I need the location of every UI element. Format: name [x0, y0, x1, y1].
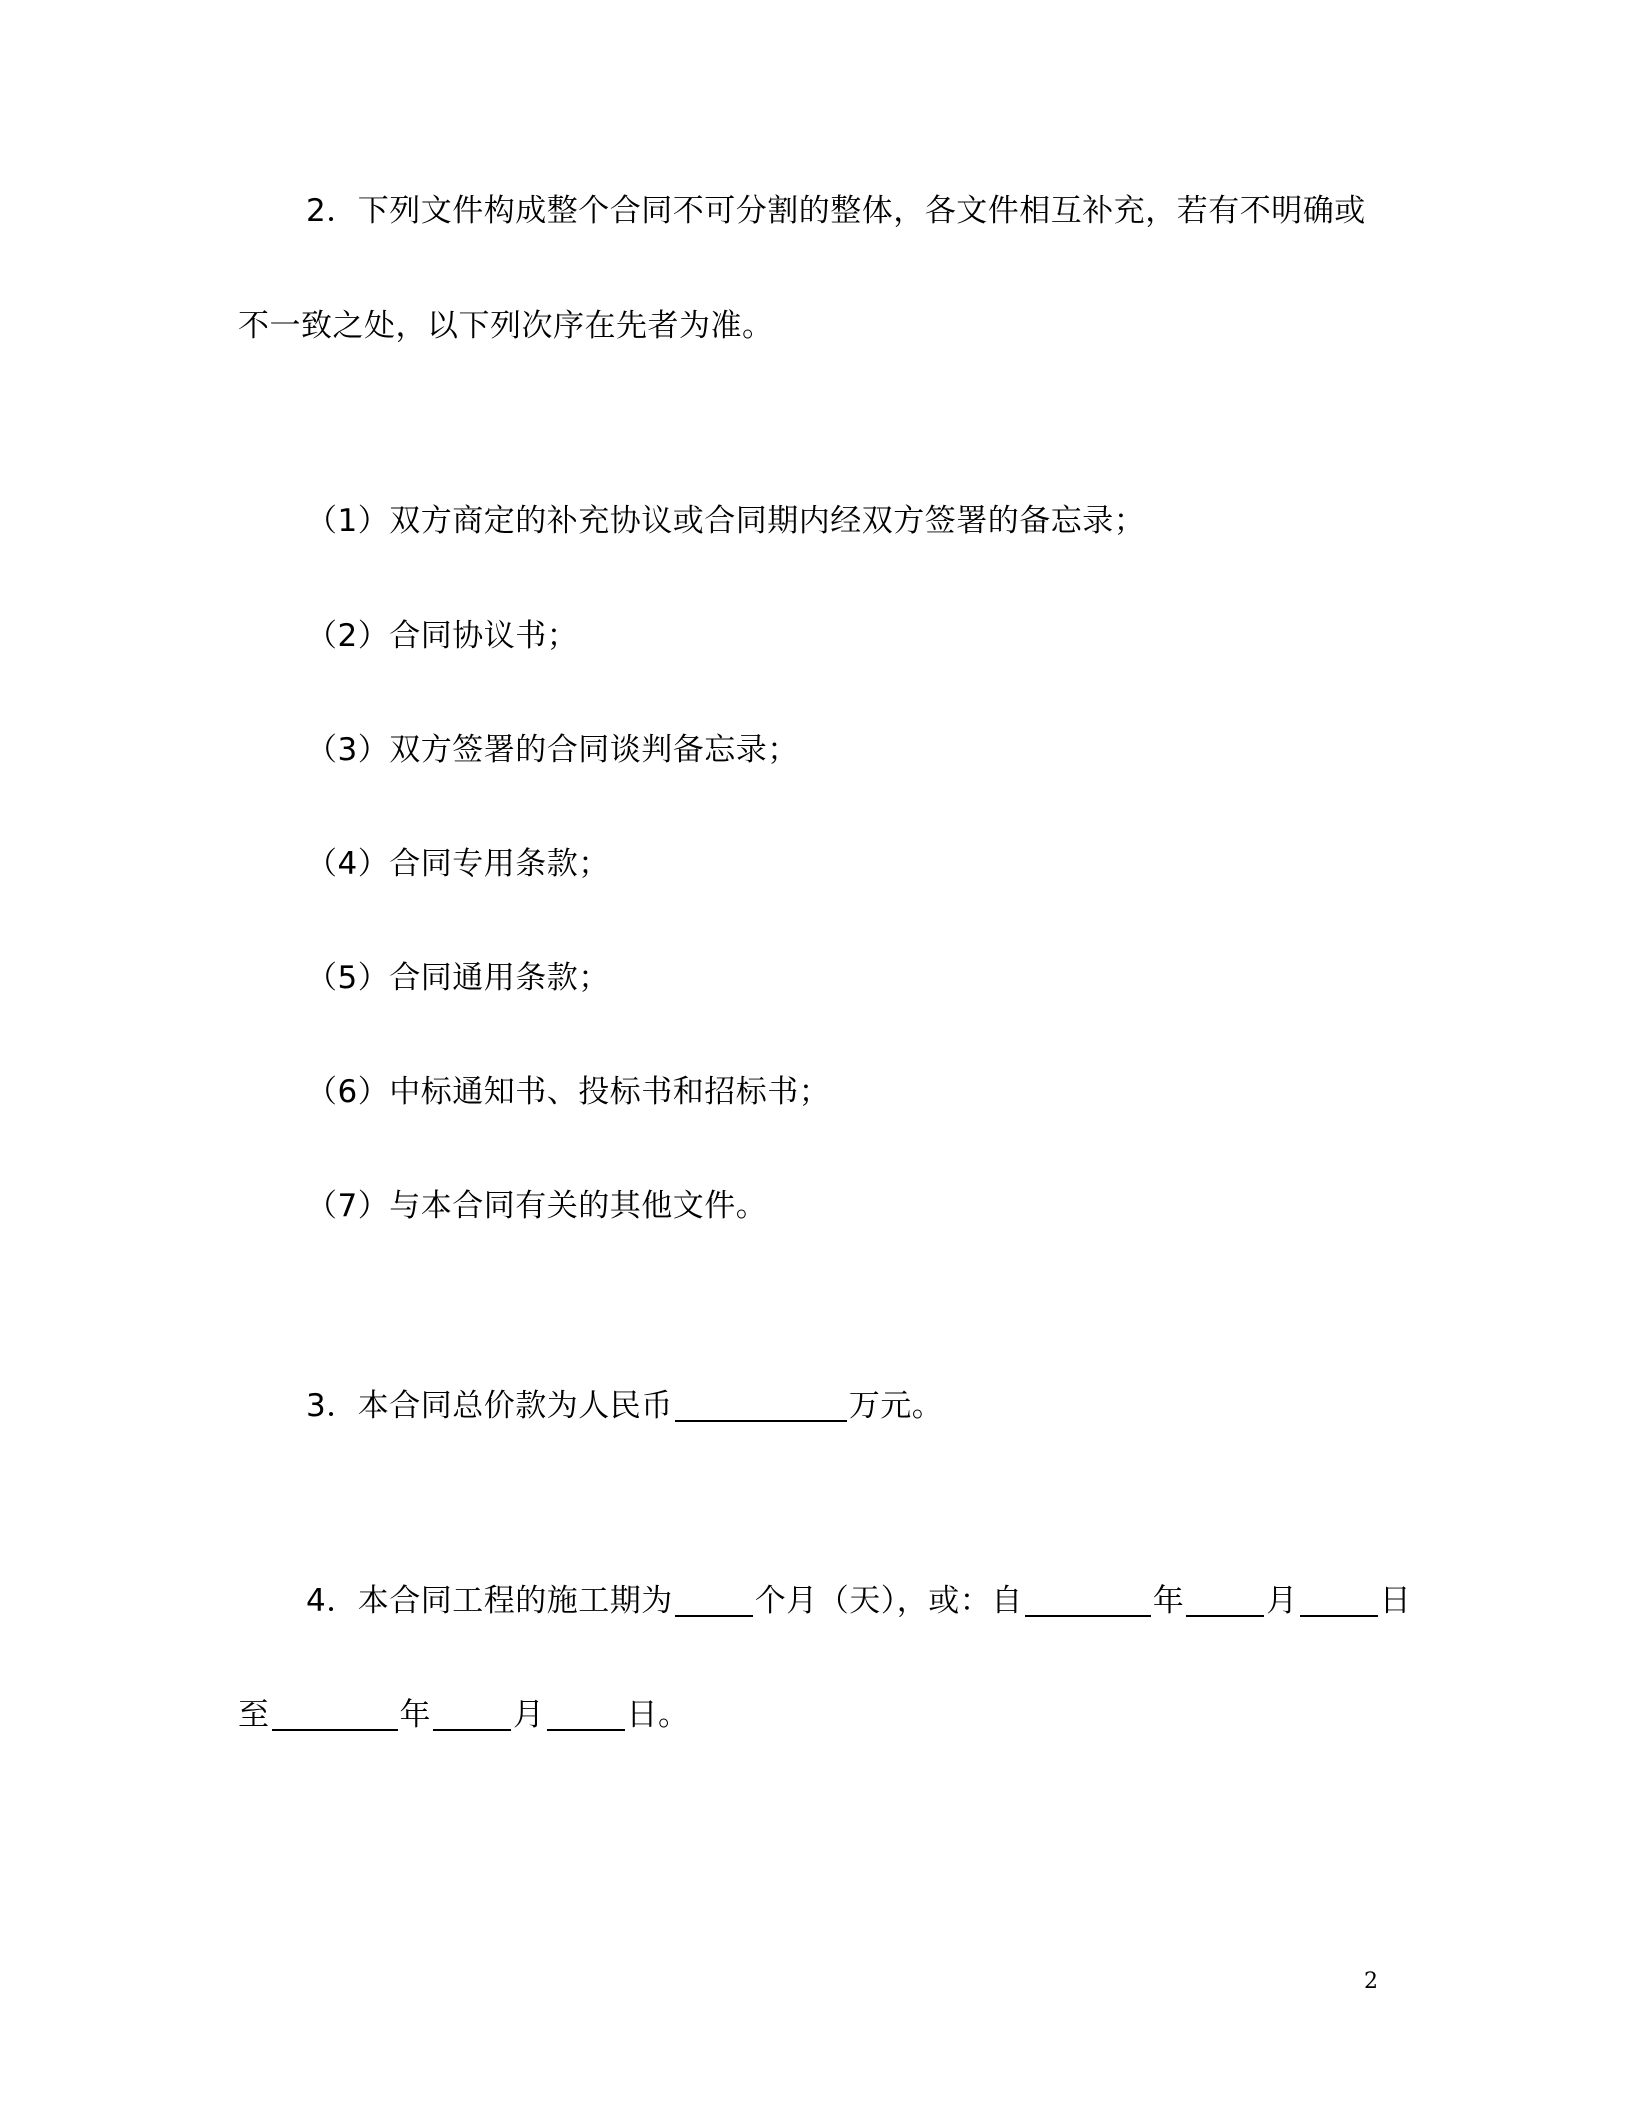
list-item-2: （2）合同协议书； — [306, 618, 579, 654]
clause-3-suffix: 万元。 — [848, 1388, 944, 1424]
clause-2-line-2: 不一致之处，以下列次序在先者为准。 — [238, 308, 774, 344]
clause-3-prefix: 3．本合同总价款为人民币 — [306, 1388, 673, 1424]
start-month-label: 月 — [1266, 1583, 1298, 1619]
list-item-1: （1）双方商定的补充协议或合同期内经双方签署的备忘录； — [306, 503, 1146, 539]
start-year-blank — [1025, 1583, 1151, 1617]
list-item-6: （6）中标通知书、投标书和招标书； — [306, 1074, 831, 1110]
page-number: 2 — [1364, 1969, 1378, 1994]
end-to-label: 至 — [238, 1697, 270, 1733]
start-day-blank — [1300, 1583, 1378, 1617]
months-label: 个月（天），或：自 — [754, 1583, 1023, 1619]
list-item-5: （5）合同通用条款； — [306, 960, 610, 996]
clause-4-prefix: 4．本合同工程的施工期为 — [306, 1583, 673, 1619]
end-month-label: 月 — [513, 1697, 545, 1733]
total-price-blank — [675, 1388, 847, 1422]
end-month-blank — [433, 1697, 511, 1731]
start-day-label: 日 — [1379, 1583, 1412, 1619]
list-item-3: （3）双方签署的合同谈判备忘录； — [306, 732, 799, 768]
end-year-label: 年 — [399, 1697, 431, 1733]
clause-2-line-1: 2．下列文件构成整个合同不可分割的整体，各文件相互补充，若有不明确或 — [306, 193, 1366, 229]
clause-4-line-2 — [238, 1695, 690, 1735]
end-year-blank — [272, 1697, 398, 1731]
list-item-7: （7）与本合同有关的其他文件。 — [306, 1188, 768, 1224]
duration-blank — [675, 1583, 753, 1617]
clause-4-line-1 — [306, 1581, 1411, 1621]
list-item-4: （4）合同专用条款； — [306, 846, 610, 882]
clause-3 — [306, 1386, 943, 1426]
end-day-label: 日。 — [626, 1697, 690, 1733]
start-year-label: 年 — [1152, 1583, 1185, 1619]
end-day-blank — [547, 1697, 625, 1731]
start-month-blank — [1186, 1583, 1264, 1617]
